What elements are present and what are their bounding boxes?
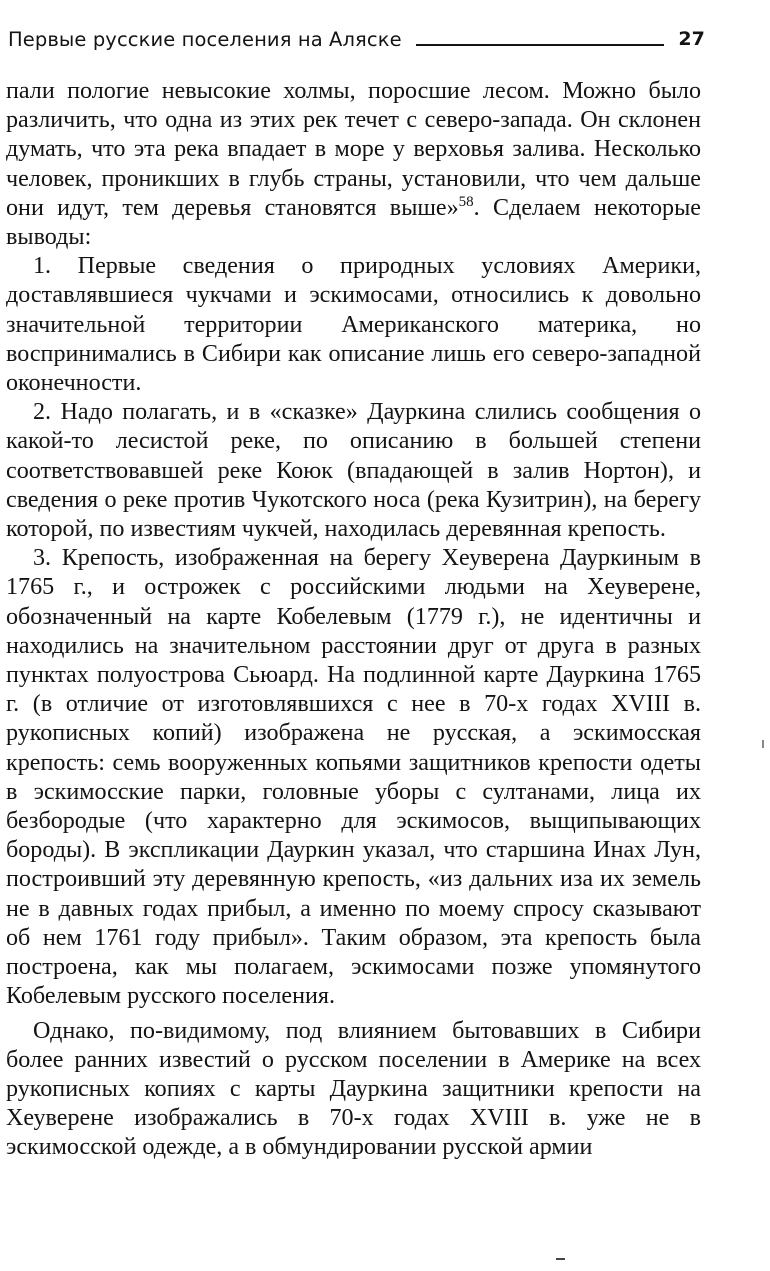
page-number: 27 (678, 28, 705, 50)
conclusion-2: 2. Надо полагать, и в «сказке» Дауркина слились сообщения о какой-то лесистой реке, по описанию в большей степени соответствовавшей реке Коюк (впадающей в залив Нортон), и сведения о реке против Чукотского носа (река Кузитрин), на берегу которой, по известиям чукчей, находилась деревянная крепость. (6, 399, 701, 543)
print-speck (762, 740, 764, 748)
paragraph-however: Однако, по-видимому, под влиянием бытовавших в Сибири более ранних известий о русском поселении в Америке на всех рукописных копиях с карты Дауркина защитники крепости на Хеуверене изображались в 70-х годах XVIII в. уже не в эскимосской одежде, а в обмундировании русской армии (6, 1017, 701, 1161)
running-header-title: Первые русские поселения на Аляске (8, 27, 402, 51)
paragraph-continuation (6, 77, 701, 252)
paragraph-continuation-tail: . Сделаем некоторые выводы: (6, 194, 701, 251)
conclusion-1: 1. Первые сведения о природных условиях Америки, доставлявшиеся чукчами и эскимосами, относились к довольно значительной территории Американского материка, но воспринимались в Сибири как описание лишь его северо-западной оконечности. (6, 253, 701, 397)
print-speck (556, 1258, 565, 1260)
conclusion-3: 3. Крепость, изображенная на берегу Хеуверена Дауркиным в 1765 г., и острожек с российскими людьми на Хеуверене, обозначенный на карте Кобелевым (1779 г.), не идентичны и находились на значительном расстоянии друг от друга в разных пунктах полуострова Сьюард. На подлинной карте Дауркина 1765 г. (в отличие от изготовлявшихся с нее в 70-х годах XVIII в. рукописных копий) изображена не русская, а эскимосская крепость: семь вооруженных копьями защитников крепости одеты в эскимосские парки, головные уборы с султанами, лица их безбородые (что характерно для эскимосов, выщипывающих бороды). В экспликации Дауркин указал, что старшина Инах Лун, построивший эту деревянную крепость, «из дальних иза их земель не в давных годах прибыл, а именно по моему спросу сказывают об нем 1761 году прибыл». Таким образом, эта крепость была построена, как мы полагаем, эскимосами позже упомянутого Кобелевым русского поселения. (6, 545, 701, 1010)
footnote-reference: 58 (458, 193, 474, 210)
paragraph-continuation-text: пали пологие невысокие холмы, поросшие лесом. Можно было различить, что одна из этих рек течет с северо-запада. Он склонен думать, что эта река впадает в море у верховья залива. Несколько человек, проникших в глубь страны, установили, что чем дальше они идут, тем деревья становятся выше» (6, 78, 701, 221)
running-header (8, 19, 705, 49)
header-rule (416, 44, 665, 46)
body-text (6, 77, 701, 1163)
